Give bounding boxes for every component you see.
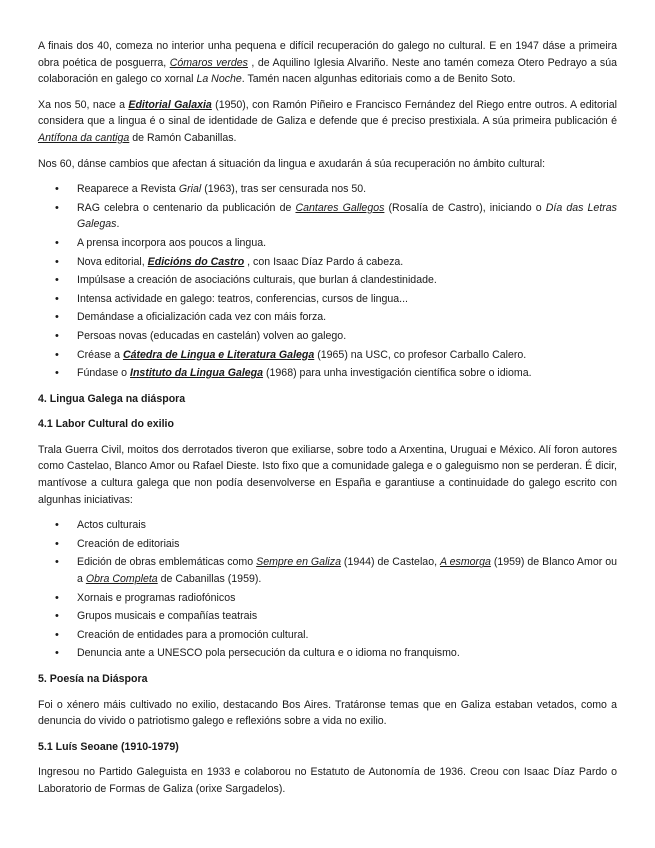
list-item: • Grupos musicais e compañías teatrais [77,608,617,625]
list-item [77,181,617,198]
list-item: • Impúlsase a creación de asociacións culturais, que burlan á clandestinidade. [77,272,617,289]
heading-poesia-diaspora: 5. Poesía na Diáspora [38,673,148,685]
link-instituto-lingua-galega[interactable]: Instituto da Lingua Galega [130,367,264,380]
text: Reaparece a Revista [77,183,179,196]
paragraph-exilio: Trala Guerra Civil, moitos dos derrotados tiveron que exiliarse, sobre todo a Arxentina, Uruguai e México. Alí foron autores como Castelao, Blanco Amor ou Rafael Dieste. Isto fixo que a comunidade galega e o galeguismo non se perderan. É dicir, mantívose a cultura galega que non podía desenvolverse en España e garantiuse a continuidade do galego escrito con algunhas iniciativas: [38,443,617,506]
link-obra-completa[interactable]: Obra Completa [85,573,158,586]
list-item [77,554,617,587]
text: Fúndase o [77,367,131,380]
list-item [77,200,617,233]
italic-grial: Grial [178,183,202,196]
heading-diaspora: 4. Lingua Galega na diáspora [38,392,186,405]
text: , con Isaac Díaz Pardo á cabeza. [244,255,404,268]
link-comaros-verdes[interactable]: Cómaros verdes [169,56,248,69]
text: , de Aquilino Iglesia Alvariño. Neste ano tamén comeza Otero Pedrayo a súa colaboración en galego co xornal [38,56,617,86]
link-editorial-galaxia[interactable]: Editorial Galaxia [128,98,212,111]
text: A finais dos 40, comeza no interior unha pequena e difícil recuperación do galego no cultural. E en 1947 dáse a primeira obra poética de posguerra, [38,40,617,69]
link-a-esmorga[interactable]: A esmorga [440,556,491,569]
link-edicions-do-castro[interactable]: Edicións do Castro [147,255,245,268]
text: Nova editorial, [77,255,148,268]
heading-luis-seoane: 5.1 Luís Seoane (1910-1979) [38,740,179,753]
text: (1968) para unha investigación científica sobre o idioma. [263,367,532,380]
list-item [77,254,617,271]
paragraph-seoane: Ingresou no Partido Galeguista en 1933 e colaborou no Estatuto de Autonomía de 1936. Creou con Isaac Díaz Pardo o Laboratorio de Formas de Galiza (orixe Sargadelos). [38,766,617,795]
text: Créase a [77,348,123,361]
list-iniciativas [38,517,617,662]
paragraph-posguerra [38,38,617,88]
text: (1965) na USC, co profesor Carballo Calero. [314,348,527,361]
text: (1963), tras ser censurada nos 50. [201,183,367,196]
text: de Ramón Cabanillas. [129,131,237,144]
text: RAG celebra o centenario da publicación de [77,201,296,214]
paragraph-anos-60: Nos 60, dánse cambios que afectan á situación da lingua e axudarán á súa recuperación no ámbito cultural: [38,157,546,170]
list-item: • Actos culturais [77,517,617,534]
list-item: • Persoas novas (educadas en castelán) volven ao galego. [77,328,617,345]
list-item: • Xornais e programas radiofónicos [77,590,617,607]
list-item: • Denuncia ante a UNESCO pola persecución da cultura e o idioma no franquismo. [77,645,617,662]
list-item [77,347,617,364]
text: (1959) de Blanco Amor ou a [77,556,617,586]
list-item [77,365,617,382]
text: (1944) de Castelao, [340,556,440,569]
text: (1950), con Ramón Piñeiro e Francisco Fernández del Riego entre outros. A editorial considera que a lingua é o sinal de identidade de Galiza e defende que é preciso prestixiala. A súa primeira publicación é [38,98,617,128]
list-item: • Creación de entidades para a promoción cultural. [77,627,617,644]
text: Edición de obras emblemáticas como [77,556,257,569]
text: . [116,218,120,231]
list-item: • A prensa incorpora aos poucos a lingua. [77,235,617,252]
paragraph-galaxia [38,97,617,147]
paragraph-poesia: Foi o xénero máis cultivado no exilio, destacando Bos Aires. Tratáronse temas que en Galiza estaban vetados, como a denuncia do vivido o patriotismo galego e reflexións sobre a vida no exilio. [38,698,617,728]
text: (Rosalía de Castro), iniciando o [384,201,546,214]
text: de Cabanillas (1959). [157,573,262,586]
link-sempre-en-galiza[interactable]: Sempre en Galiza [256,556,341,569]
list-item: • Creación de editoriais [77,536,617,553]
heading-labor-cultural: 4.1 Labor Cultural do exilio [38,418,174,431]
text: Xa nos 50, nace a [38,98,129,111]
link-antifona-da-cantiga[interactable]: Antífona da cantiga [38,131,130,144]
italic-dia-das-letras: Día das Letras Galegas [77,201,617,231]
list-item: • Intensa actividade en galego: teatros, conferencias, cursos de lingua... [77,291,617,308]
link-catedra-lingua[interactable]: Cátedra de Lingua e Literatura Galega [122,348,315,361]
list-cambios-60 [38,181,617,382]
list-item: • Demándase a oficialización cada vez con máis forza. [77,309,617,326]
italic-la-noche: La Noche [196,73,242,86]
text: . Tamén nacen algunhas editoriais como a de Benito Soto. [241,73,516,86]
link-cantares-gallegos[interactable]: Cantares Gallegos [295,201,385,214]
